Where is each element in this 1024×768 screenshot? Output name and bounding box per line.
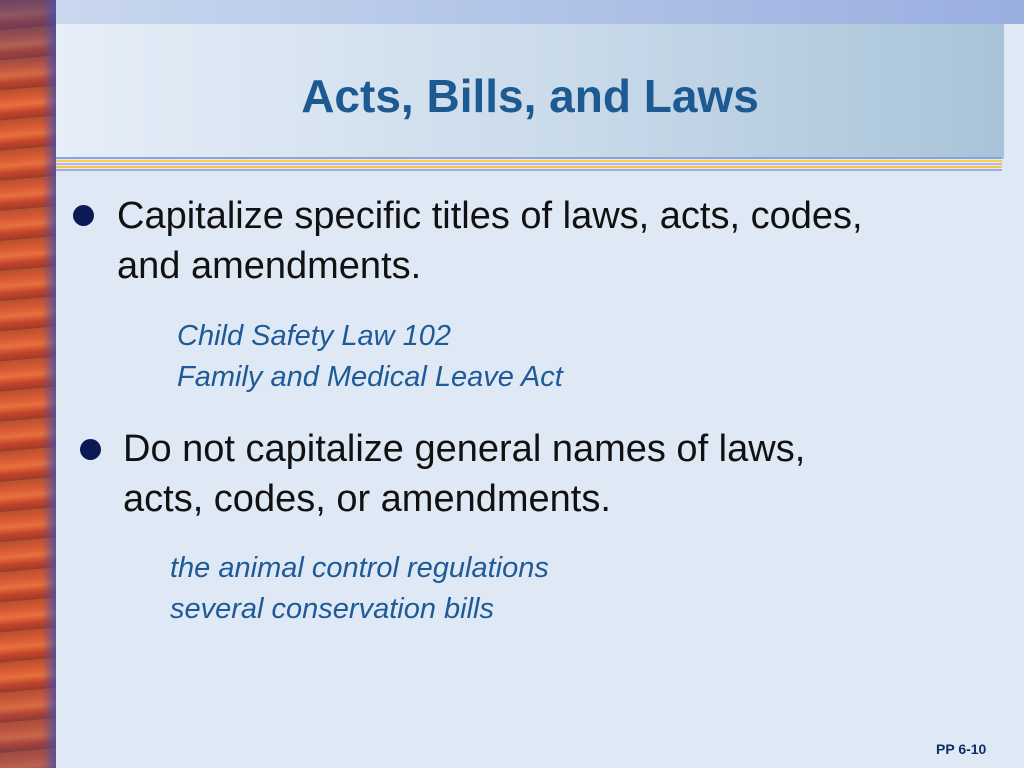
decorative-left-strip bbox=[0, 0, 56, 768]
page-number: PP 6-10 bbox=[936, 741, 987, 757]
bullet-2-dot bbox=[80, 439, 101, 460]
bullet-1-line-1: Capitalize specific titles of laws, acts, codes, bbox=[117, 195, 863, 237]
slide-title: Acts, Bills, and Laws bbox=[301, 70, 759, 122]
title-edge bbox=[1004, 24, 1024, 158]
title-divider bbox=[56, 157, 1002, 177]
example-2-2: several conservation bills bbox=[170, 593, 494, 625]
bullet-1-line-2: and amendments. bbox=[117, 245, 422, 287]
bullet-1-dot bbox=[73, 205, 94, 226]
bullet-2-line-1: Do not capitalize general names of laws, bbox=[123, 428, 806, 470]
example-2-1: the animal control regulations bbox=[170, 552, 549, 584]
example-1-2: Family and Medical Leave Act bbox=[177, 361, 563, 393]
top-band bbox=[56, 0, 1024, 24]
example-1-1: Child Safety Law 102 bbox=[177, 320, 452, 352]
bullet-2-line-2: acts, codes, or amendments. bbox=[123, 478, 611, 520]
